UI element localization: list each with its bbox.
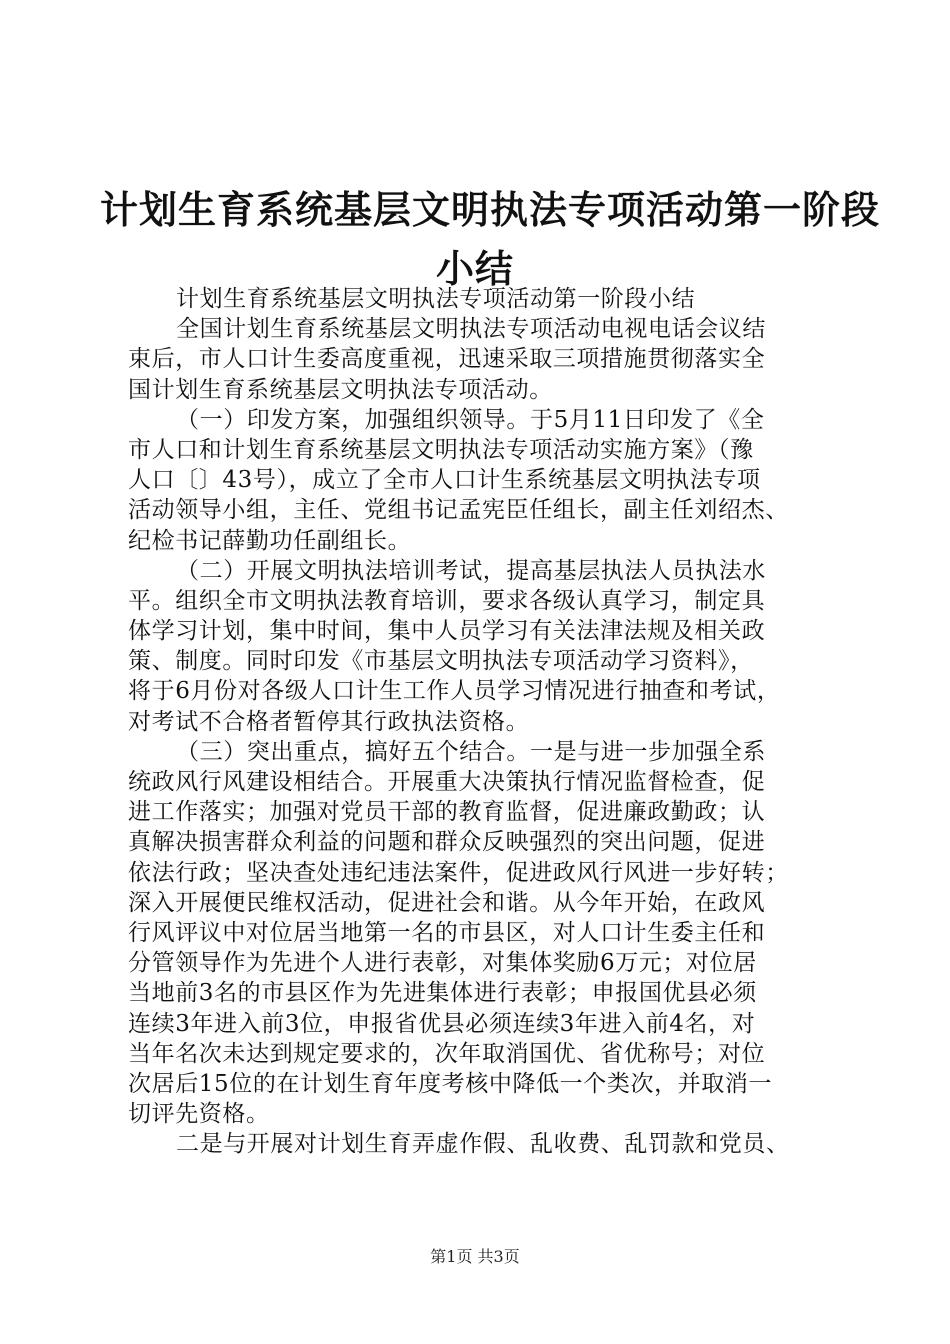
body-text-line: （三）突出重点，搞好五个结合。一是与进一步加强全系 [176, 738, 766, 765]
body-text-line: 依法行政；坚决查处违纪违法案件，促进政风行风进一步好转； [128, 859, 789, 886]
body-text-line: 真解决损害群众利益的问题和群众反映强烈的突出问题，促进 [128, 829, 766, 856]
body-text-line: 连续3年进入前3位，申报省优县必须连续3年进入前4名，对 [128, 1010, 756, 1037]
body-text-line: 体学习计划，集中时间，集中人员学习有关法津法规及相关政 [128, 618, 766, 645]
document-title-line-2: 小结 [435, 247, 514, 291]
body-text-line: 当地前3名的市县区作为先进集体进行表彰；申报国优县必须 [128, 980, 757, 1007]
body-text-line: 策、制度。同时印发《市基层文明执法专项活动学习资料》， [128, 648, 754, 675]
body-text-line: 进工作落实；加强对党员干部的教育监督，促进廉政勤政；认 [128, 799, 766, 826]
body-text-line: 国计划生育系统基层文明执法专项活动。 [128, 376, 553, 403]
body-text-line: 计划生育系统基层文明执法专项活动第一阶段小结 [176, 286, 696, 312]
document-body [128, 284, 833, 1159]
body-text-line: 全国计划生育系统基层文明执法专项活动电视电话会议结 [176, 316, 766, 343]
body-text-line: 深入开展便民维权活动，促进社会和谐。从今年开始，在政风 [128, 889, 766, 916]
body-text-line: 对考试不合格者暂停其行政执法资格。 [128, 708, 530, 735]
body-text-line: 将于6月份对各级人口计生工作人员学习情况进行抽查和考试， [128, 678, 781, 705]
body-text-line: 束后，市人口计生委高度重视，迅速采取三项措施贯彻落实全 [128, 346, 766, 373]
body-text-line: 纪检书记薛勤功任副组长。 [128, 527, 412, 554]
body-text-line: （二）开展文明执法培训考试，提高基层执法人员执法水 [176, 557, 766, 584]
body-text-line: 平。组织全市文明执法教育培训，要求各级认真学习，制定具 [128, 587, 766, 614]
page-number-footer: 第1页 共3页 [430, 1247, 520, 1266]
body-text-line: 分管领导作为先进个人进行表彰，对集体奖励6万元；对位居 [128, 950, 757, 977]
body-text-line: 市人口和计划生育系统基层文明执法专项活动实施方案》（豫 [128, 436, 754, 463]
body-text-line: 切评先资格。 [128, 1101, 270, 1128]
document-title-line-1: 计划生育系统基层文明执法专项活动第一阶段 [100, 188, 881, 232]
body-text-line: 活动领导小组，主任、党组书记孟宪臣任组长，副主任刘绍杰、 [128, 497, 789, 524]
body-text-line: 人口〔〕43号），成立了全市人口计生系统基层文明执法专项 [128, 467, 761, 494]
body-text-line: 二是与开展对计划生育弄虚作假、乱收费、乱罚款和党员、 [176, 1131, 790, 1158]
body-text-line: （一）印发方案，加强组织领导。于5月11日印发了《全 [176, 406, 765, 433]
body-text-line: 当年名次未达到规定要求的，次年取消国优、省优称号；对位 [128, 1040, 766, 1067]
body-text-line: 统政风行风建设相结合。开展重大决策执行情况监督检查，促 [128, 769, 766, 795]
body-text-line: 次居后15位的在计划生育年度考核中降低一个类次，并取消一 [128, 1070, 773, 1097]
body-text-line: 行风评议中对位居当地第一名的市县区，对人口计生委主任和 [128, 919, 766, 946]
